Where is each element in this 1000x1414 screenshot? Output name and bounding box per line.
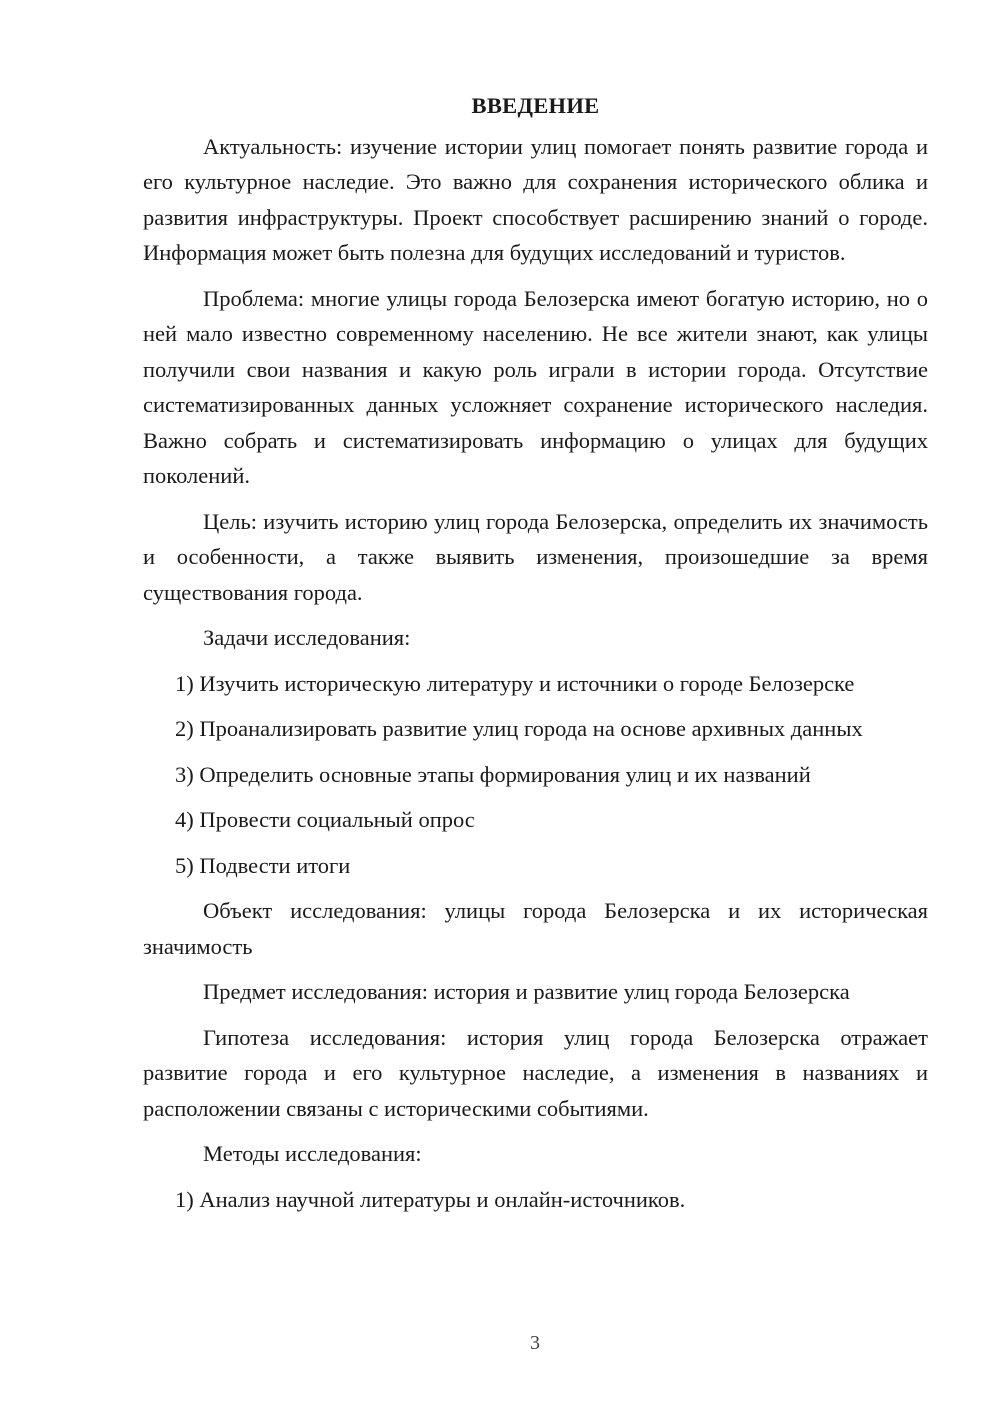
problem-paragraph: Проблема: многие улицы города Белозерска имеют богатую историю, но о ней мало известно современному населению. Не все жители знают, как улицы получили свои названия и какую роль играли в истории города. Отсутствие систематизированных данных усложняет сохранение исторического наследия. Важно собрать и систематизировать информацию о улицах для будущих поколений. [143, 285, 928, 488]
subject-paragraph: Предмет исследования: история и развитие улиц города Белозерска [203, 979, 850, 1004]
goal-paragraph: Цель: изучить историю улиц города Белозерска, определить их значимость и особенности, а также выявить изменения, произошедшие за время существования города. [143, 508, 928, 605]
tasks-heading: Задачи исследования: [203, 625, 411, 650]
methods-heading: Методы исследования: [203, 1141, 422, 1166]
page-content [143, 88, 928, 1227]
page-number: 3 [530, 1332, 540, 1354]
task-item: 3) Определить основные этапы формирования улиц и их названий [175, 761, 811, 787]
section-title: ВВЕДЕНИЕ [471, 93, 600, 118]
relevance-paragraph: Актуальность: изучение истории улиц помогает понять развитие города и его культурное наследие. Это важно для сохранения исторического облика и развития инфраструктуры. Проект способствует расширению знаний о городе. Информация может быть полезна для будущих исследований и туристов. [143, 133, 928, 265]
task-item: 2) Проанализировать развитие улиц города на основе архивных данных [175, 716, 863, 741]
task-item: 5) Подвести итоги [175, 852, 351, 878]
method-item: 1) Анализ научной литературы и онлайн-источников. [175, 1186, 686, 1212]
object-paragraph: Объект исследования: улицы города Белозерска и их историческая значимость [143, 898, 928, 959]
hypothesis-paragraph: Гипотеза исследования: история улиц города Белозерска отражает развитие города и его культурное наследие, а изменения в названиях и расположении связаны с историческими событиями. [143, 1024, 928, 1121]
task-item: 4) Провести социальный опрос [175, 807, 475, 832]
task-item: 1) Изучить историческую литературу и источники о городе Белозерске [175, 670, 855, 696]
